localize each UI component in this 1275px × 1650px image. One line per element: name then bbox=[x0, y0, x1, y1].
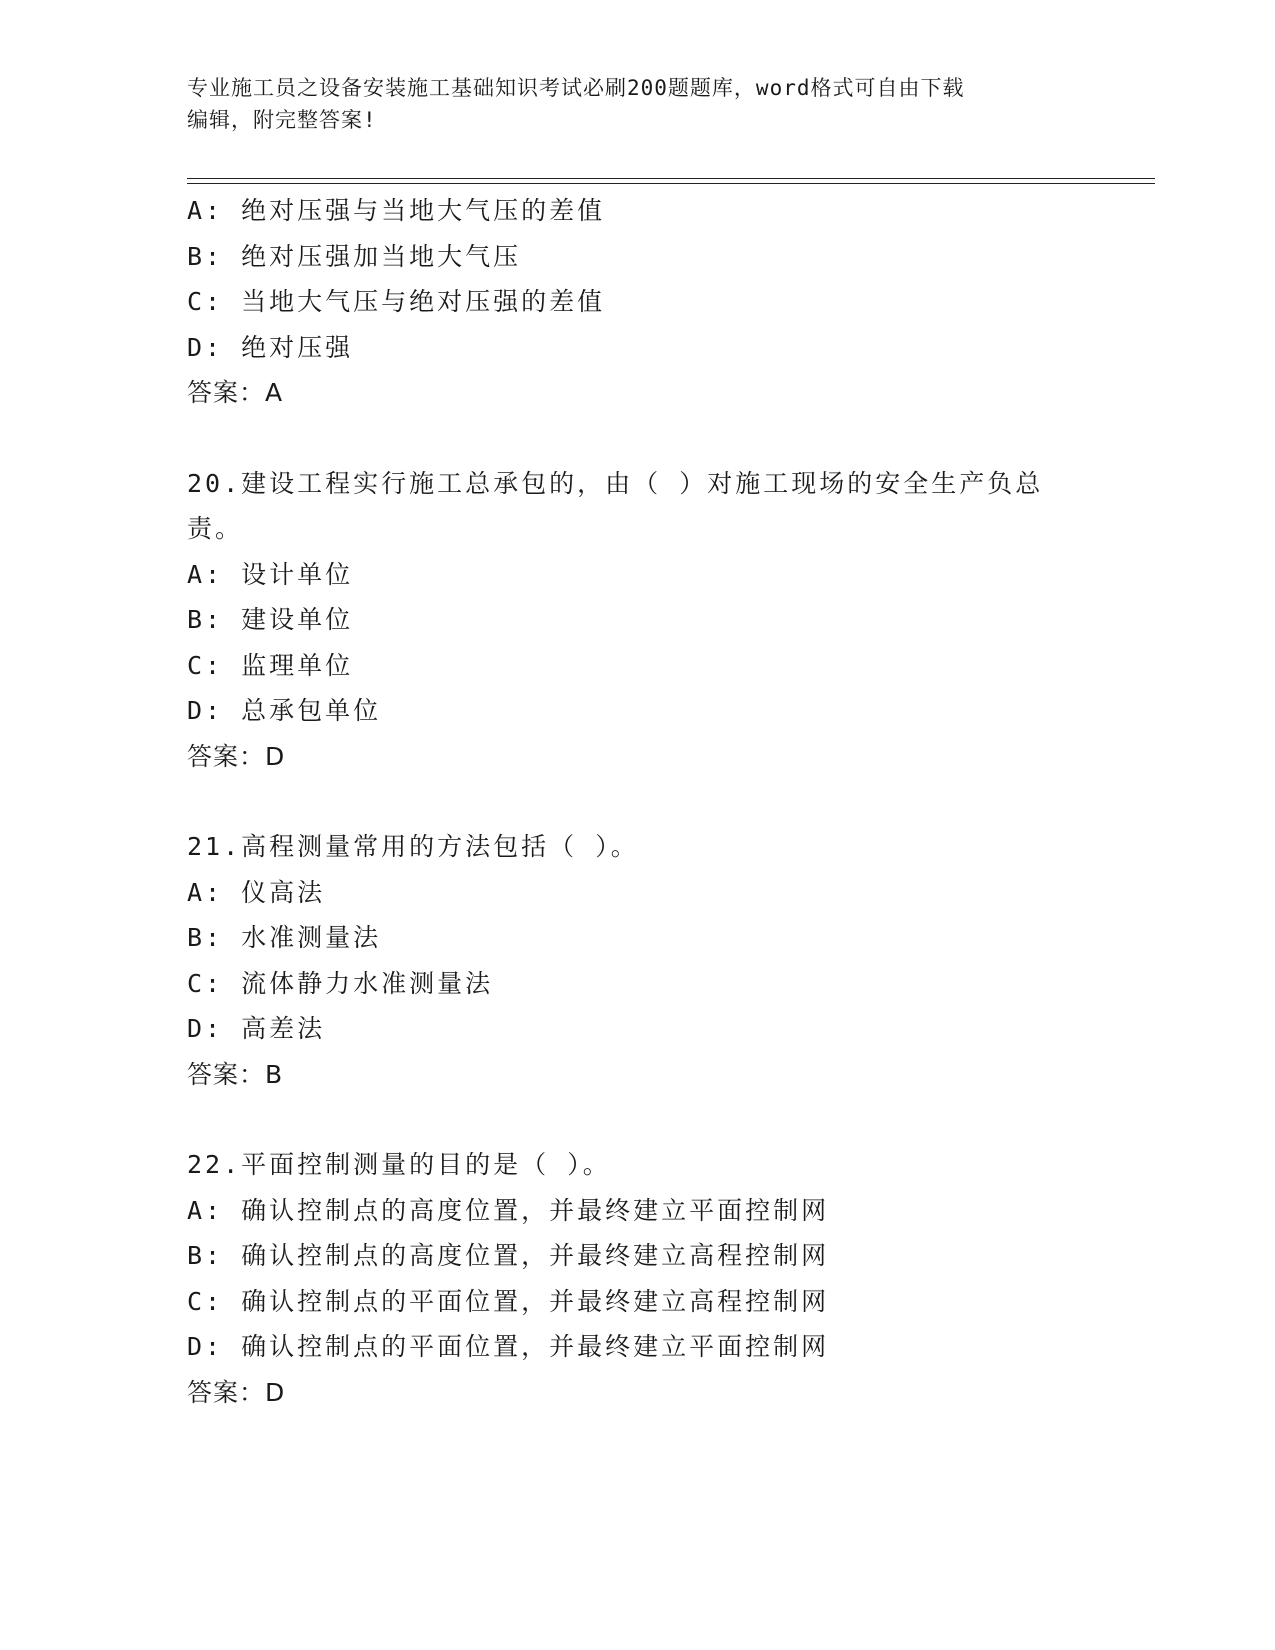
spacer bbox=[187, 416, 1087, 461]
question-20 bbox=[187, 461, 1087, 780]
document-body bbox=[187, 188, 1087, 1415]
option-b: B: 确认控制点的高度位置，并最终建立高程控制网 bbox=[187, 1241, 830, 1270]
option-c: C: 监理单位 bbox=[187, 650, 354, 680]
question-stem-continued: 责。 bbox=[187, 514, 244, 543]
option-b: B: 建设单位 bbox=[187, 605, 354, 634]
answer-line: 答案：D bbox=[187, 1377, 286, 1407]
option-d: D: 确认控制点的平面位置，并最终建立平面控制网 bbox=[187, 1332, 830, 1361]
question-19 bbox=[187, 188, 1087, 416]
option-c: C: 确认控制点的平面位置，并最终建立高程控制网 bbox=[187, 1286, 830, 1316]
option-d: D: 高差法 bbox=[187, 1014, 326, 1043]
option-d: D: 总承包单位 bbox=[187, 696, 382, 725]
option-c: C: 当地大气压与绝对压强的差值 bbox=[187, 287, 606, 316]
option-b: B: 水准测量法 bbox=[187, 923, 382, 952]
option-d: D: 绝对压强 bbox=[187, 332, 354, 362]
spacer bbox=[187, 1097, 1087, 1142]
spacer bbox=[187, 779, 1087, 824]
option-a: A: 仪高法 bbox=[187, 877, 326, 907]
option-a: A: 设计单位 bbox=[187, 559, 354, 589]
answer-line: 答案：B bbox=[187, 1059, 284, 1089]
option-b: B: 绝对压强加当地大气压 bbox=[187, 241, 522, 271]
header-divider bbox=[187, 178, 1155, 184]
question-stem: 20.建设工程实行施工总承包的，由（ ）对施工现场的安全生产负总 bbox=[187, 468, 1044, 498]
header-title-line1: 专业施工员之设备安装施工基础知识考试必刷200题题库，word格式可自由下载 bbox=[187, 76, 965, 100]
option-a: A: 绝对压强与当地大气压的差值 bbox=[187, 196, 606, 225]
question-21 bbox=[187, 824, 1087, 1097]
question-stem: 22.平面控制测量的目的是（ ）。 bbox=[187, 1150, 611, 1179]
answer-line: 答案：D bbox=[187, 741, 286, 771]
answer-line: 答案：A bbox=[187, 378, 284, 407]
option-a: A: 确认控制点的高度位置，并最终建立平面控制网 bbox=[187, 1195, 830, 1225]
question-22 bbox=[187, 1142, 1087, 1415]
question-stem: 21.高程测量常用的方法包括（ ）。 bbox=[187, 832, 639, 861]
option-c: C: 流体静力水准测量法 bbox=[187, 968, 494, 998]
page-header bbox=[187, 72, 1067, 136]
header-title-line2: 编辑，附完整答案! bbox=[187, 108, 377, 132]
